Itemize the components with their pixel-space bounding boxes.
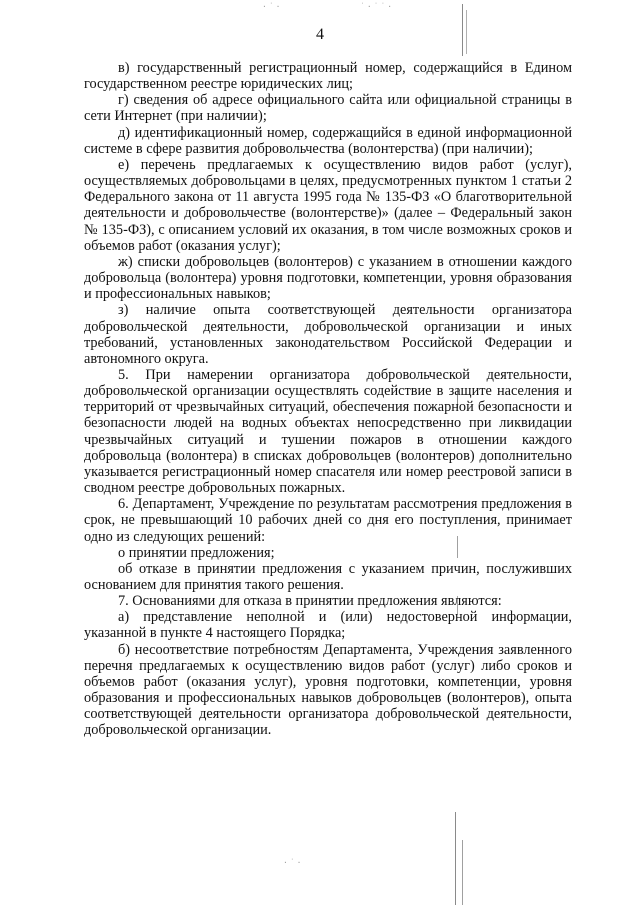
scan-artifact: ·˙· (262, 2, 283, 11)
paragraph-zh: ж) списки добровольцев (волонтеров) с указанием в отношении каждого добровольца (волонтера) уровня подготовки, компетенции, уровня образования и профессиональных навыков; (84, 253, 572, 303)
paragraph-6-option-accept: о принятии предложения; (118, 544, 275, 561)
paragraph-z: з) наличие опыта соответствующей деятельности организатора добровольческой деятельности, добровольческой организации и иных требований, установленных законодательством Российской Федерации и автономного округа. (84, 302, 572, 367)
scan-artifact: ˙·˙˙· (360, 2, 395, 11)
paragraph-g: г) сведения об адресе официального сайта или официальной страницы в сети Интернет (при наличии); (84, 92, 572, 125)
paragraph-6: 6. Департамент, Учреждение по результатам рассмотрения предложения в срок, не превышающий 10 рабочих дней со дня его поступления, принимает одно из следующих решений: (84, 496, 572, 545)
paragraph-v: в) государственный регистрационный номер, содержащийся в Едином государственном реестре юридических лиц; (84, 60, 572, 93)
page-number: 4 (316, 26, 324, 43)
paragraph-5: 5. При намерении организатора добровольческой деятельности, добровольческой организации осуществлять содействие в защите населения и территорий от чрезвычайных ситуаций, обеспечения пожарной безопасности и безопасности людей на водных объектах непосредственно при ликвидации чрезвычайных ситуаций и тушении пожаров в отношении каждого добровольца (волонтера) в списках добровольцев (волонтеров) дополнительно указывается регистрационный номер спасателя или номер реестровой записи в сводном реестре добровольных пожарных. (84, 366, 572, 497)
paragraph-e: е) перечень предлагаемых к осуществлению видов работ (услуг), осуществляемых добровольцами в целях, предусмотренных пунктом 1 статьи 2 Федерального закона от 11 августа 1995 года № 135-ФЗ «О благотворительной деятельности и добровольчестве (волонтерстве)» (далее – Федеральный закон № 135-ФЗ), с описанием условий их оказания, в том числе возможных сроков и объемов работ (оказания услуг); (84, 156, 572, 254)
scan-artifact (462, 840, 463, 905)
paragraph-7: 7. Основаниями для отказа в принятии предложения являются: (118, 593, 502, 610)
scan-artifact (455, 812, 456, 905)
paragraph-d: д) идентификационный номер, содержащийся в единой информационной системе в сфере развития добровольчества (волонтерства) (при наличии); (84, 124, 572, 157)
paragraph-7-b: б) несоответствие потребностям Департамента, Учреждения заявленного перечня предлагаемых к осуществлению видов работ (услуг) либо сроков и объемов работ (оказания услуг), уровня подготовки, компетенции, уровня образования и профессиональных навыков добровольцев (волонтеров), опыта соответствующей деятельности организатора добровольческой деятельности, добровольческой организации. (84, 641, 572, 739)
paragraph-7-a: а) представление неполной и (или) недостоверной информации, указанной в пункте 4 настоящего Порядка; (84, 609, 572, 642)
paragraph-6-option-reject: об отказе в принятии предложения с указанием причин, послуживших основанием для принятия такого решения. (84, 560, 572, 593)
scan-artifact: ·˙· (283, 858, 304, 867)
document-body (84, 60, 572, 739)
